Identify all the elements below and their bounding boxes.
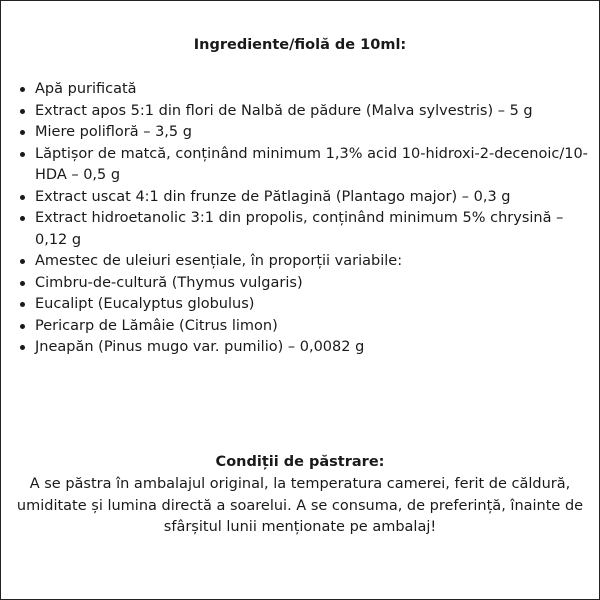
- list-item: Lăptișor de matcă, conținând minimum 1,3% acid 10-hidroxi-2-decenoic/10-HDA – 0,5 g: [15, 144, 589, 187]
- ingredients-heading: Ingrediente/fiolă de 10ml:: [193, 37, 407, 53]
- ingredients-list: [15, 79, 589, 359]
- storage-instructions: A se păstra în ambalajul original, la temperatura camerei, ferit de căldură, umiditate și lumina directă a soarelui. A se consuma, de preferință, înainte de sfârșitul lunii menționate pe ambalaj!: [16, 476, 584, 535]
- list-item: Extract hidroetanolic 3:1 din propolis, conținând minimum 5% chrysină – 0,12 g: [15, 208, 589, 251]
- list-item: Extract apos 5:1 din flori de Nalbă de pădure (Malva sylvestris) – 5 g: [15, 101, 589, 123]
- list-item: Extract uscat 4:1 din frunze de Pătlagină (Plantago major) – 0,3 g: [15, 187, 589, 209]
- storage-heading: Condiții de păstrare:: [215, 454, 385, 470]
- list-item: Jneapăn (Pinus mugo var. pumilio) – 0,0082 g: [15, 337, 589, 359]
- list-item: Amestec de uleiuri esențiale, în proporții variabile:: [15, 251, 589, 273]
- list-item: Eucalipt (Eucalyptus globulus): [15, 294, 589, 316]
- list-item: Cimbru-de-cultură (Thymus vulgaris): [15, 273, 589, 295]
- list-item: Apă purificată: [15, 79, 589, 101]
- list-item: Miere polifloră – 3,5 g: [15, 122, 589, 144]
- list-item: Pericarp de Lămâie (Citrus limon): [15, 316, 589, 338]
